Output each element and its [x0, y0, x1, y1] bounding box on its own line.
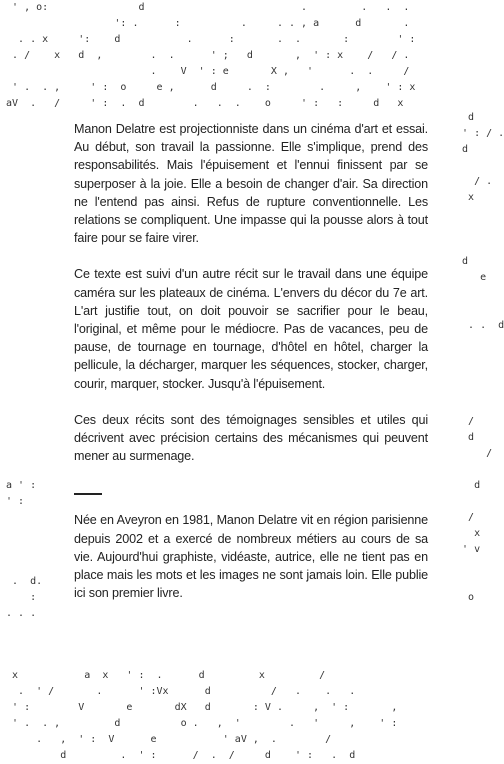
- summary-paragraph-2: Ce texte est suivi d'un autre récit sur le travail dans une équipe caméra sur les plateaux de cinéma. L'envers du décor du 7e art. L'art justifie tout, on doit pouvoir se sacrifier pour le beau, l'original, et même pour le médiocre. Pas de vacances, peu de pause, de tournage en tournage, d'hôtel en hôtel, charger la pellicule, la décharger, marquer les séquences, stocker, charger, courir, marquer, stocker. Jusqu'à l'épuisement.: [74, 267, 428, 391]
- decorative-letter-pattern-right: d ' : / . d / . x d e . . d / d / d / x ' v o: [462, 112, 504, 603]
- section-divider: [74, 493, 102, 495]
- summary-paragraph-3: Ces deux récits sont des témoignages sensibles et utiles qui décrivent avec précision certains des mécanismes qui peuvent mener au surmenage.: [74, 412, 428, 464]
- back-cover-text: [74, 120, 428, 602]
- author-bio-paragraph: Née en Aveyron en 1981, Manon Delatre vit en région parisienne depuis 2002 et a exercé de nombreux métiers au cours de sa vie. Aujourd'hui graphiste, vidéaste, autrice, elle ne tient pas en place mais les mots et les images ne sont jamais loin. Elle publie ici son premier livre.: [74, 513, 428, 601]
- decorative-letter-pattern-bottom: x a x ' : . d x / . ' / . ' :Vx d / . . . ' : V e dX d : V . , ' : , ' . . , d o . , ' . ' , ' : . , ' : V e ' aV , . / d . ' : / . / d ' : . d: [12, 670, 398, 761]
- decorative-letter-pattern-top: ' , o: d . . . . ': . : . . . , a d . . . x ': d . : . . : ' : . / x d , . . ' ; d , ' : x / / . . V ' : e X , ' . . / ' . . , ' : o e , d . : . , ' : x aV . / ' : . d . . . o ' : : d x: [6, 2, 416, 109]
- decorative-letter-pattern-left: a ' : ' : . d. : . . .: [6, 480, 43, 619]
- summary-paragraph-1: Manon Delatre est projectionniste dans un cinéma d'art et essai. Au début, son travail la passionne. Elle s'implique, prend des responsabilités. Mais l'épuisement et l'ennui finissent par se superposer à la joie. Elle a besoin de changer d'air. Sa direction ne l'entend pas ainsi. Refus de rupture conventionnelle. Les relations se compliquent. Une impasse qui la pousse alors à tout faire pour se faire virer.: [74, 122, 428, 246]
